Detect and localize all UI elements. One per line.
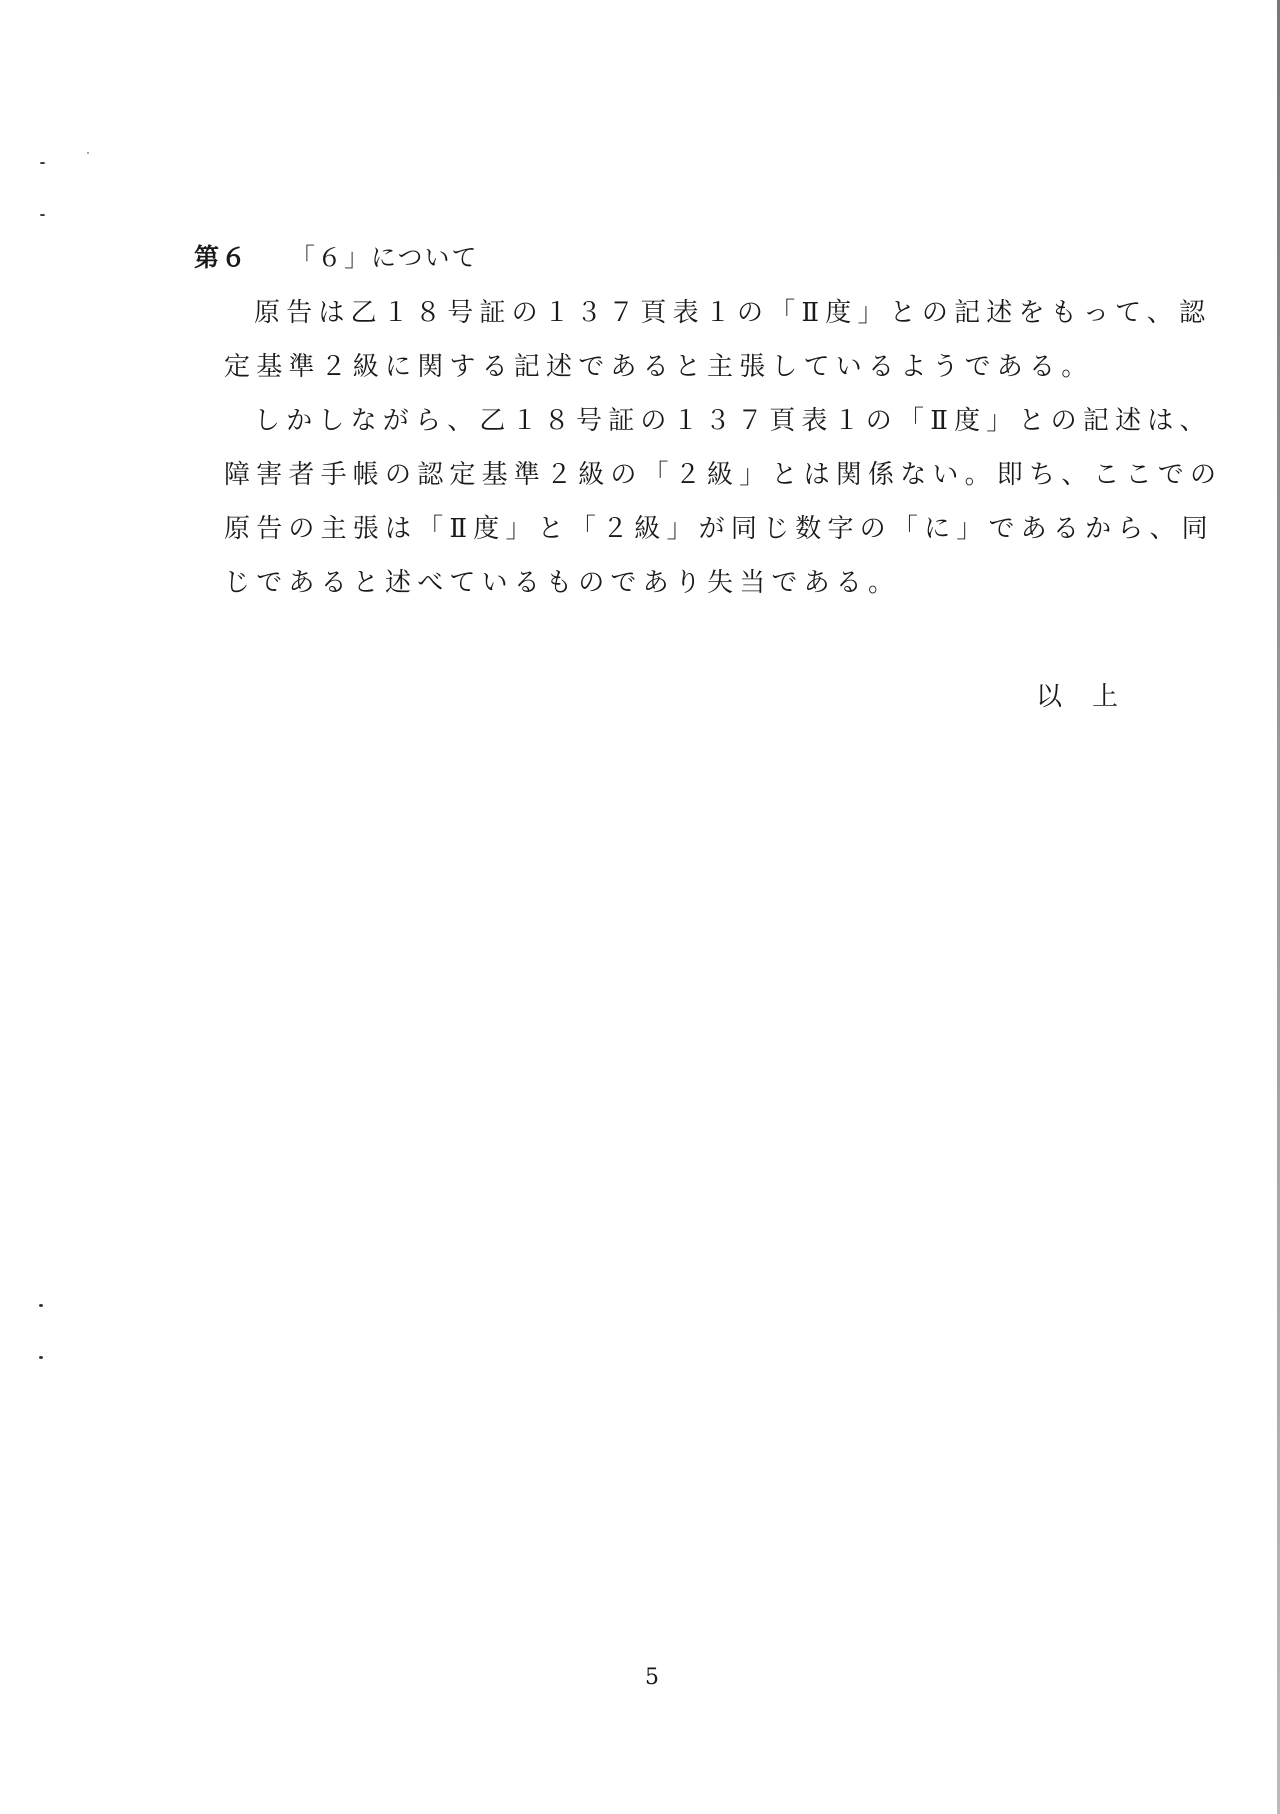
paragraph-line: 原告の主張は「Ⅱ度」と「２級」が同じ数字の「に」であるから、同 — [224, 514, 1214, 544]
closing-remark: 以上 — [1036, 682, 1149, 712]
scan-speck — [40, 162, 45, 164]
section-number: 第６ — [194, 243, 249, 272]
paragraph-line: 障害者手帳の認定基準２級の「２級」とは関係ない。即ち、ここでの — [224, 460, 1223, 490]
paragraph-line: 原告は乙１８号証の１３７頁表１の「Ⅱ度」との記述をもって、認 — [254, 298, 1212, 328]
section-heading — [194, 238, 479, 274]
paragraph-2 — [224, 394, 1223, 610]
section-topic: 「６」について — [290, 243, 479, 272]
page-number: 5 — [645, 1665, 659, 1690]
scan-speck — [87, 152, 89, 154]
paragraph-line: じであると述べているものであり失当である。 — [224, 568, 901, 598]
scan-speck — [40, 214, 45, 216]
scan-speck — [39, 1356, 43, 1359]
paragraph-line: しかしながら、乙１８号証の１３７頁表１の「Ⅱ度」との記述は、 — [254, 406, 1212, 436]
paragraph-1 — [224, 286, 1212, 394]
paragraph-line: 定基準２級に関する記述であると主張しているようである。 — [224, 352, 1094, 382]
scan-speck — [39, 1304, 43, 1307]
